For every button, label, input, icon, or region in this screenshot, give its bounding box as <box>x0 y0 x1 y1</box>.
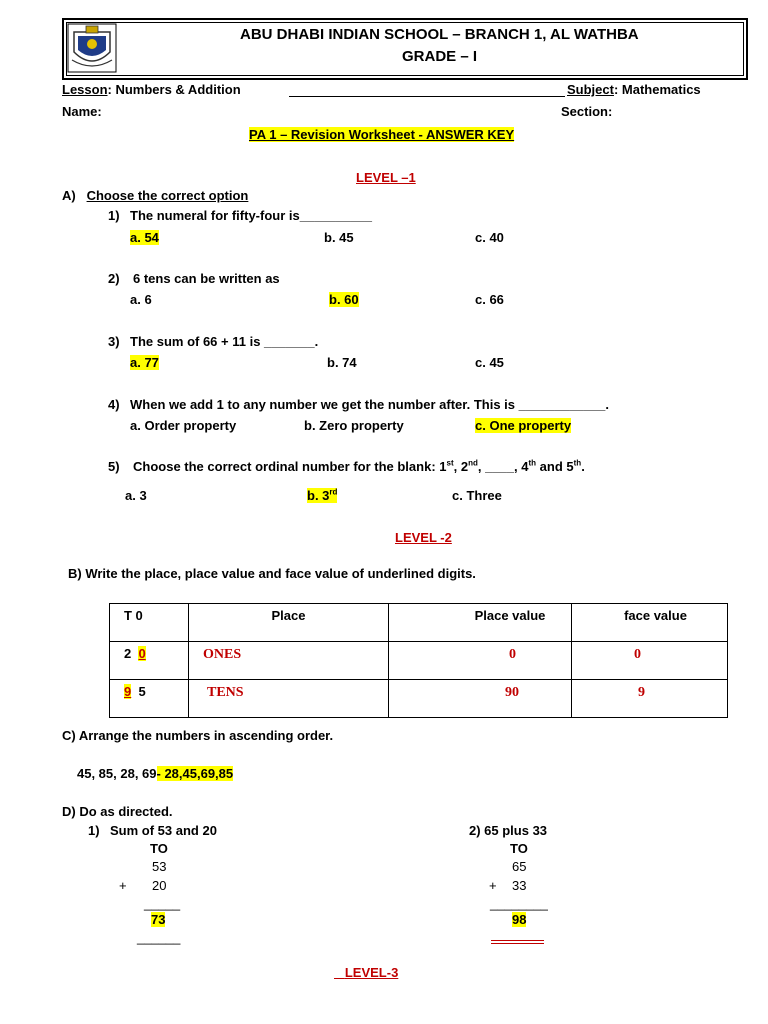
q2-option-b: b. 60 <box>329 292 359 307</box>
cell-place <box>189 680 389 718</box>
q5-sup-st: st <box>446 458 454 468</box>
header-face-value: face value <box>572 604 728 642</box>
face-value-answer: 9 <box>638 685 645 700</box>
q2-option-a: a. 6 <box>130 292 152 307</box>
q5-text <box>133 459 585 474</box>
q4-option-b: b. Zero property <box>304 418 404 433</box>
place-answer: TENS <box>207 685 244 700</box>
lesson-line <box>62 82 241 97</box>
section-c-answer: - 28,45,69,85 <box>156 766 234 781</box>
d2-double-underline <box>491 940 544 944</box>
q5-sup-nd: nd <box>468 458 478 468</box>
d1-line: _____ <box>144 896 181 911</box>
d1-line2: ______ <box>137 930 181 945</box>
table-row <box>110 642 728 680</box>
q4-option-c: c. One property <box>475 418 572 433</box>
q5-sep2: , ____, 4 <box>477 459 529 474</box>
d2-n1: 65 <box>512 859 527 874</box>
q5-sep3: and 5 <box>536 459 574 474</box>
digit-o-underlined: 0 <box>138 646 146 661</box>
d1-number: 1) <box>88 823 100 838</box>
digit-o: 5 <box>138 684 146 699</box>
q3-option-c: c. 45 <box>475 355 504 370</box>
cell-place <box>189 642 389 680</box>
section-a-title: Choose the correct option <box>86 188 249 203</box>
q1-option-a: a. 54 <box>130 230 159 245</box>
header-place: Place <box>189 604 389 642</box>
header-place-value: Place value <box>389 604 572 642</box>
d1-plus: + <box>119 878 127 893</box>
section-a-heading <box>62 188 248 203</box>
q5-option-b <box>307 488 337 503</box>
place-value-answer: 0 <box>509 647 516 662</box>
subject-line <box>567 82 701 97</box>
digit-t-underlined: 9 <box>124 684 132 699</box>
place-value-table <box>109 603 728 718</box>
table-row <box>110 680 728 718</box>
q5-option-a: a. 3 <box>125 488 147 503</box>
q1-number: 1) <box>108 208 120 223</box>
q5-end: . <box>581 459 585 474</box>
level-1-heading: LEVEL –1 <box>356 170 416 185</box>
q3-number: 3) <box>108 334 120 349</box>
place-value-answer: 90 <box>505 685 519 700</box>
school-logo <box>66 22 118 74</box>
cell-t-o <box>110 680 189 718</box>
cell-t-o <box>110 642 189 680</box>
cell-face-value <box>572 642 728 680</box>
d1-answer: 73 <box>151 912 166 927</box>
school-name: ABU DHABI INDIAN SCHOOL – BRANCH 1, AL WATHBA <box>240 26 639 43</box>
subject-value: : Mathematics <box>613 82 701 97</box>
subject-label: Subject <box>567 82 614 97</box>
section-c-numbers: 45, 85, 28, 69 <box>77 766 157 781</box>
section-a-prefix: A) <box>62 188 76 203</box>
d1-to: TO <box>150 841 168 856</box>
cell-place-value <box>389 680 572 718</box>
q2-text: 6 tens can be written as <box>133 271 280 286</box>
q4-option-a: a. Order property <box>130 418 237 433</box>
section-b-heading: B) Write the place, place value and face value of underlined digits. <box>68 566 476 581</box>
q5-option-b-text: b. 3 <box>307 488 330 503</box>
level-2-heading: LEVEL -2 <box>395 530 452 545</box>
section-c-heading: C) Arrange the numbers in ascending order. <box>62 728 334 743</box>
name-label: Name: <box>62 104 102 119</box>
place-answer: ONES <box>203 647 242 662</box>
d2-n2: 33 <box>512 878 527 893</box>
d1-n2: 20 <box>152 878 167 893</box>
section-label: Section: <box>561 104 613 119</box>
q5-option-c: c. Three <box>452 488 502 503</box>
lesson-label: Lesson <box>62 82 108 97</box>
q2-number: 2) <box>108 271 120 286</box>
digit-t: 2 <box>124 646 132 661</box>
lesson-underline <box>289 96 565 97</box>
q5-text-start: Choose the correct ordinal number for the blank: 1 <box>133 459 447 474</box>
q1-option-b: b. 45 <box>324 230 354 245</box>
level-3-heading <box>334 965 398 980</box>
grade-title: GRADE – I <box>402 48 478 65</box>
q3-option-b: b. 74 <box>327 355 357 370</box>
q5-sup-th2: th <box>573 458 582 468</box>
d2-plus: + <box>489 878 497 893</box>
level-3-text: LEVEL-3 <box>344 965 399 980</box>
d1-n1: 53 <box>152 859 167 874</box>
q5-option-b-sup: rd <box>329 487 338 497</box>
q5-sep1: , 2 <box>453 459 469 474</box>
section-c-line <box>77 766 233 781</box>
q5-number: 5) <box>108 459 120 474</box>
lesson-value: : Numbers & Addition <box>107 82 241 97</box>
section-d-heading: D) Do as directed. <box>62 804 173 819</box>
header-t-o: T 0 <box>110 604 189 642</box>
q3-text: The sum of 66 + 11 is _______. <box>130 334 319 349</box>
d2-text: 2) 65 plus 33 <box>469 823 548 838</box>
q4-number: 4) <box>108 397 120 412</box>
d2-line: ________ <box>490 896 548 911</box>
cell-place-value <box>389 642 572 680</box>
d1-text: Sum of 53 and 20 <box>110 823 217 838</box>
face-value-answer: 0 <box>634 647 641 662</box>
q3-option-a: a. 77 <box>130 355 159 370</box>
d2-answer: 98 <box>512 912 527 927</box>
q5-sup-th1: th <box>528 458 537 468</box>
q4-text: When we add 1 to any number we get the number after. This is ____________. <box>130 397 609 412</box>
cell-face-value <box>572 680 728 718</box>
q2-option-c: c. 66 <box>475 292 504 307</box>
q1-option-c: c. 40 <box>475 230 504 245</box>
worksheet-title: PA 1 – Revision Worksheet - ANSWER KEY <box>249 127 515 142</box>
d2-to: TO <box>510 841 528 856</box>
table-header-row <box>110 604 728 642</box>
q1-text: The numeral for fifty-four is__________ <box>130 208 373 223</box>
